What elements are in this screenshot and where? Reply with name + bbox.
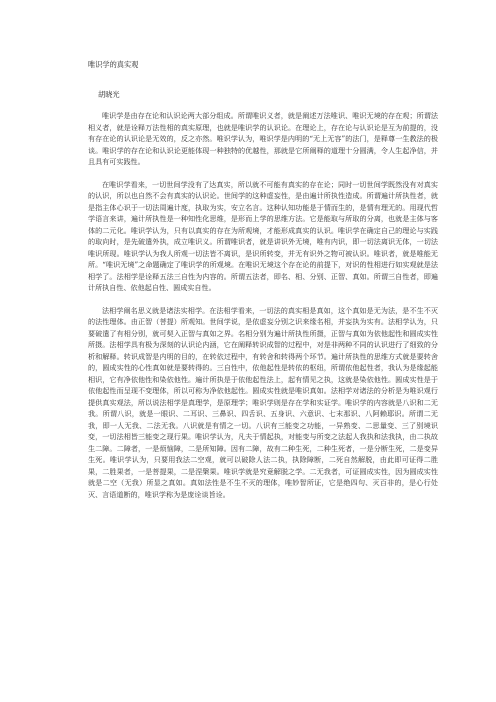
paragraph-gap — [88, 168, 438, 179]
paragraph-3: 法相学阐名思义就是诸法实相学。在法相学看来，一切法的真实相是真如，这个真如是无为法，是不生不灭的法性理体。由正智（菩提）所观知。世间学说，是依虚妄分别之识来缘名相，并妄执为实有。法相学认为，只要破遣了有相分别，就可契入正智与真如之界。名相分别为遍计所执性所摄，正智与真如为依他起性和圆成实性所摄。法相学具有极为深刻的认识论内涵，它在阐释转识成智的过程中，对是非两种不同的认识进行了细致的分析和解释。转识成智是内明的目的，在转依过程中，有转舍和转得两个环节。遍计所执性的思维方式就是要转舍的，圆成实性的心性真如就是要转得的。三自性中，依他起性是转依的枢纽，所谓依他起性者，我认为是缘起能相识，它有净依他性和染依他性。遍计所执是于依他起性法上，起有情见之执，这就是染依他性。圆成实性是于依他起性而呈现不变理体，所以可称为净依他起性。圆成实性就是唯识真如。法相学对诸法的分析是为唯识观行提供真实观法，所以说法相学是真理学，是原理学；唯识学则是存在学和实证学。唯识学的内容就是八识和二无我。所谓八识，就是一眼识、二耳识、三鼻识、四舌识、五身识、六意识、七末那识、八阿赖耶识。所谓二无我，即一人无我、二法无我。八识就是有情之一切。八识有三能变之功能，一异熟变、二思量变、三了别境识变，一切法相皆三能变之现行果。唯识学认为，凡夫于情起执，对能变与所变之法起人我执和法我执，由二执故生二障。二障者，一是烦恼障，二是所知障。因有二障，故有二种生死，二种生死者，一是分断生死，二是变异生死。唯识学认为，只要用我法二空观，就可以破除人法二执，执除障断，二死自然解脱，由此即可证得二胜果，二胜果者，一是菩提果，二是涅槃果。唯识学就是究竟解脱之学。二无我者，可证圆成实性，因为圆成实性就是二空（无我）所显之真如。真如法性是不生不灭的理体，唯妙智所证，它是绝四句、灭百非的，是心行处灭、言语道断的，唯识学称为是庞诠谈旨诠。 — [88, 305, 438, 499]
paragraph-gap — [88, 294, 438, 305]
paragraph-1: 唯识学是由存在论和认识论两大部分组成。所谓唯识义者，就是阐述万法唯识、唯识无境的存在观；所谓法相义者，就是诠释万法性相的真实原理，也就是唯识学的认识论。在理论上，存在论与认识论是互为前提的，没有存在论的认识论是无效的，反之亦然。唯识学认为，唯识学是内明的“无上无容”的法门，是释尊一生教法的极谈。唯识学的存在论和认识论更能体现一种独特的优越性，那就是它所阐释的道理十分圆满，令人生起净信，并且具有可实践性。 — [88, 111, 438, 166]
paragraph-2: 在唯识学看来，一切世间学没有了达真实，所以就不可能有真实的存在论；同时一切世间学既然没有对真实的认识，所以也自然不会有真实的认识论。世间学的这种虚妄性，是由遍计所执性造成。所谓遍计所执性者，就是指主体心识于一切法周遍计度，执取为实，安立名言。这种认知功能是于情而生的，是情有理无的。用现代哲学语言来讲，遍计所执性是一种知性化思维，是形而上学的思维方法。它是能取与所取的分离，也就是主体与客体的二元化。唯识学认为，只有以真实的存在为所观境，才能形成真实的认识。唯识学在确定自己的理论与实践的取向时，是先破遣外执，成立唯识义。所谓唯识者，就是讲识外无境，唯有内识，即一切法离识无体，一切法唯识所现。唯识学认为我人所观一切法皆不离识，是识所转变，并无有识外之物可被认识。唯识者，就是唯能无所。“唯识无境”之命题确定了唯识学的所观境。在唯识无境这个存在论的前提下，对识的性相进行如实观就是法相学了。法相学是诠释五法三自性为内容的。所谓五法者，即名、相、分别、正智、真如。所谓三自性者，即遍计所执自性、依他起自性、圆成实自性。 — [88, 179, 438, 292]
document-author: 胡晓光 — [98, 90, 120, 99]
document-title: 唯识学的真实观 — [88, 60, 139, 69]
